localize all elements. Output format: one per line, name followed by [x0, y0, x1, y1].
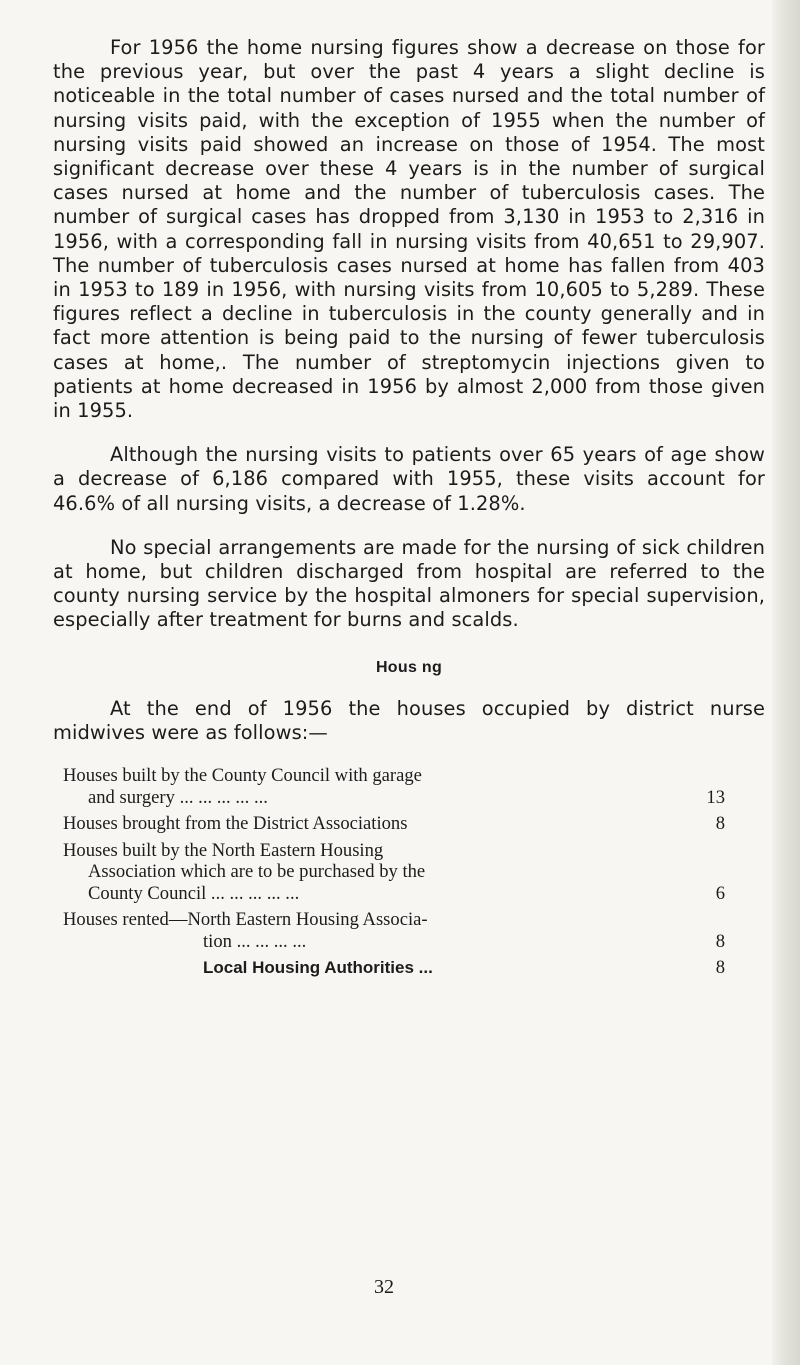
item-text: Houses rented—North Eastern Housing Associa- — [63, 909, 428, 931]
paragraph-home-nursing: For 1956 the home nursing figures show a decrease on those for the previous year, but over the past 4 years a slight decline is noticeable in the total number of cases nursed and the total number of nursing visits paid, with the exception of 1955 when the number of nursing visits paid showed an increase on those of 1954. The most significant decrease over these 4 years is in the number of surgical cases nursed at home and the number of tuberculosis cases. The number of surgical cases has dropped from 3,130 in 1953 to 2,316 in 1956, with a corresponding fall in nursing visits from 40,651 to 29,907. The number of tuberculosis cases nursed at home has fallen from 403 in 1953 to 189 in 1956, with nursing visits from 10,605 to 5,289. These figures reflect a decline in tuberculosis in the county generally and in fact more attention is being paid to the nursing of fewer tuberculosis cases at home,. The number of streptomycin injections given to patients at home decreased in 1956 by almost 2,000 from those given in 1955. — [53, 36, 765, 423]
item-text-cont: and surgery ... ... ... ... ... — [88, 786, 268, 808]
item-count: 8 — [715, 957, 725, 979]
page-edge-shadow — [772, 0, 800, 1365]
item-text-cont: Association which are to be purchased by the — [88, 861, 426, 883]
item-text-cont: tion ... ... ... ... — [203, 930, 307, 952]
housing-list — [63, 765, 725, 979]
document-page — [53, 36, 765, 984]
page-number: 32 — [374, 1276, 394, 1298]
list-item — [63, 813, 725, 835]
item-text: Local Housing Authorities ... — [203, 958, 433, 978]
list-item — [63, 957, 725, 979]
list-item — [63, 840, 725, 905]
section-heading-housing: Hous ng — [375, 658, 443, 676]
list-item — [63, 909, 725, 952]
paragraph-sick-children: No special arrangements are made for the nursing of sick children at home, but children discharged from hospital are referred to the county nursing service by the hospital almoners for special supervision, especially after treatment for burns and scalds. — [53, 535, 765, 632]
item-count: 8 — [715, 813, 725, 835]
item-count: 6 — [715, 882, 725, 904]
item-text: Houses brought from the District Associations — [63, 813, 408, 835]
list-item — [63, 765, 725, 808]
item-text: Houses built by the County Council with garage — [63, 765, 422, 787]
paragraph-over-65-visits: Although the nursing visits to patients over 65 years of age show a decrease of 6,186 compared with 1955, these visits account for 46.6% of all nursing visits, a decrease of 1.28%. — [53, 443, 765, 515]
item-text-cont: County Council ... ... ... ... ... — [88, 882, 300, 904]
item-count: 8 — [715, 930, 725, 952]
item-count: 13 — [706, 786, 725, 808]
housing-intro: At the end of 1956 the houses occupied by district nurse midwives were as follows:— — [53, 696, 765, 744]
item-text: Houses built by the North Eastern Housing — [63, 839, 384, 861]
